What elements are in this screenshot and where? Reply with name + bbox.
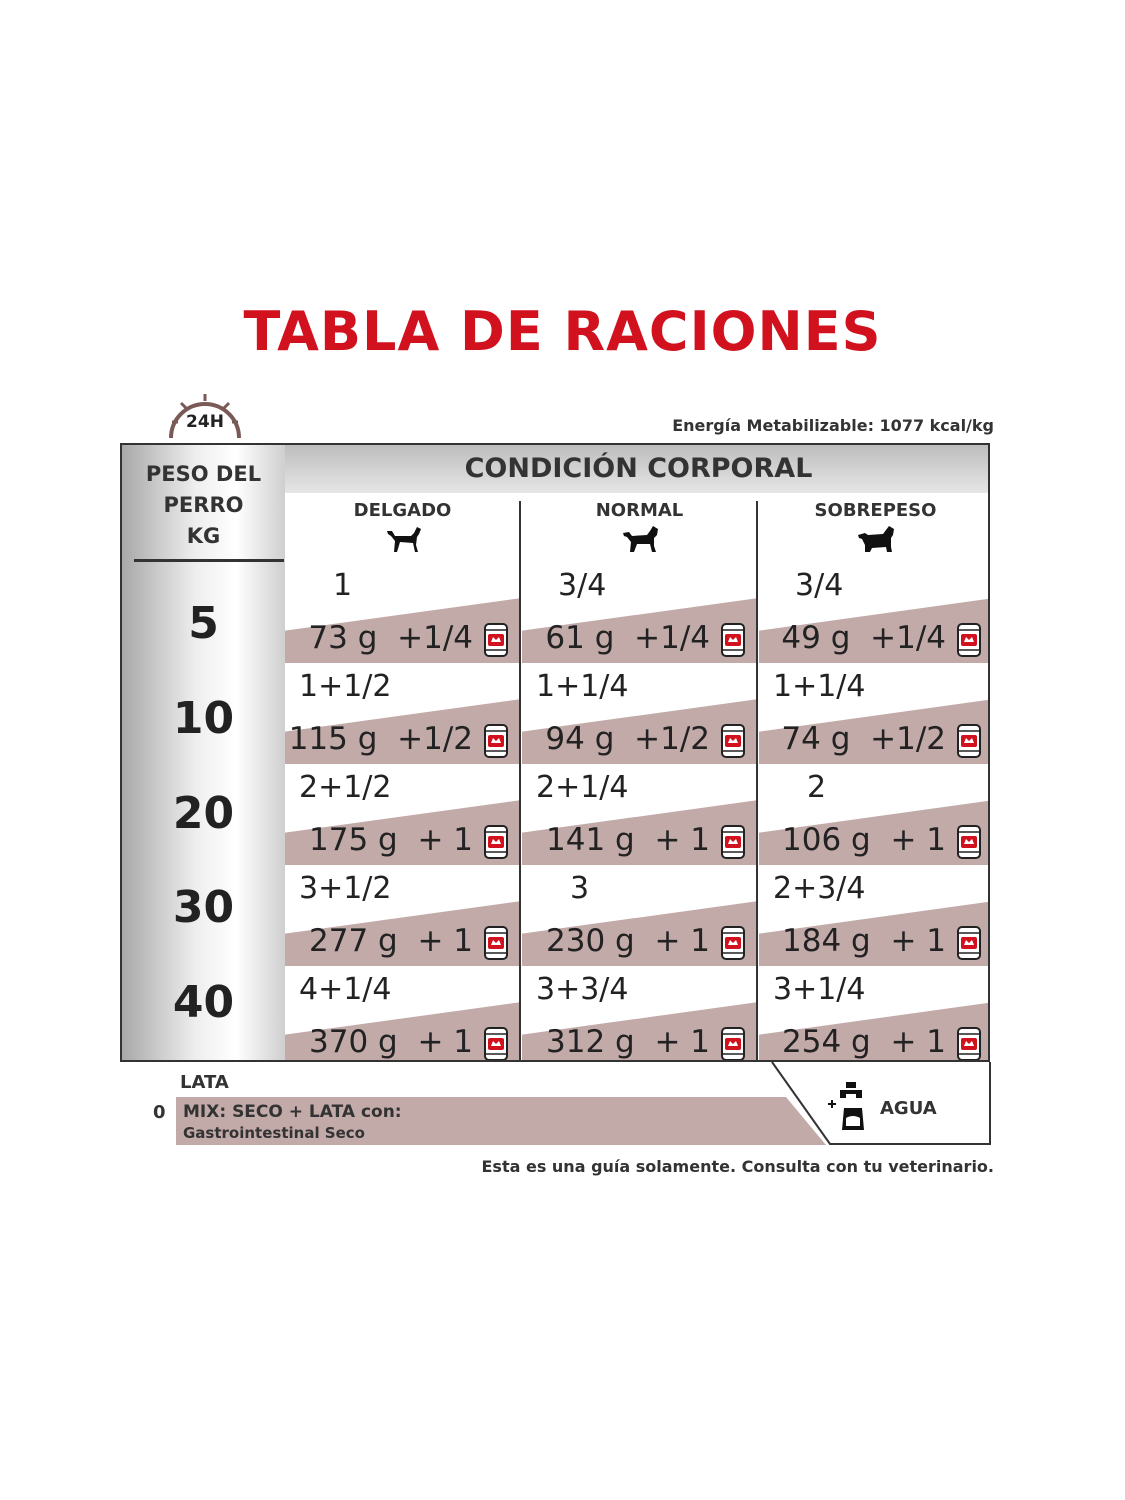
- column-label: DELGADO: [353, 500, 452, 521]
- can-icon: [483, 824, 509, 860]
- grams-amount: 106 g: [782, 822, 871, 858]
- grams-value: [545, 721, 710, 757]
- grams-value: [546, 923, 710, 959]
- grams-value: [309, 1024, 473, 1060]
- can-icon: [956, 622, 982, 658]
- ration-cell: [759, 562, 990, 663]
- can-icon: [483, 925, 509, 961]
- ration-cell: [522, 562, 756, 663]
- can-icon: [956, 1026, 982, 1062]
- ration-cell: [759, 663, 990, 764]
- grams-amount: 230 g: [546, 923, 635, 959]
- can-icon: [956, 925, 982, 961]
- cups-value: 2: [807, 770, 827, 805]
- can-amount: + 1: [890, 1024, 946, 1060]
- condition-title: CONDICIÓN CORPORAL: [464, 453, 813, 484]
- can-amount: + 1: [417, 822, 473, 858]
- cups-value: 2+1/4: [536, 770, 629, 805]
- grams-amount: 49 g: [781, 620, 851, 656]
- can-amount: + 1: [890, 822, 946, 858]
- legend-mix-line1: MIX: SECO + LATA con:: [183, 1102, 402, 1122]
- ration-cell: [759, 764, 990, 865]
- column-header-sobrepeso: [759, 493, 990, 561]
- legend-agua: AGUA: [880, 1098, 937, 1119]
- grams-value: [545, 620, 710, 656]
- cups-value: 3+3/4: [536, 972, 629, 1007]
- footer-note: Esta es una guía solamente. Consulta con tu veterinario.: [481, 1157, 994, 1176]
- column-label: SOBREPESO: [814, 500, 937, 521]
- grams-value: [546, 822, 710, 858]
- ration-cell: [285, 865, 519, 966]
- ration-cell: [522, 966, 756, 1062]
- grams-value: [309, 923, 473, 959]
- cups-value: 1+1/4: [773, 669, 866, 704]
- grams-value: [782, 1024, 946, 1060]
- energy-value: Energía Metabilizable: 1077 kcal/kg: [672, 416, 994, 435]
- weight-header: [122, 459, 285, 552]
- ration-table: [120, 443, 990, 1062]
- legend-zero: 0: [153, 1102, 166, 1123]
- grams-amount: 61 g: [545, 620, 615, 656]
- can-icon: [956, 824, 982, 860]
- grams-value: [781, 721, 946, 757]
- can-amount: +1/4: [397, 620, 473, 656]
- grams-value: [289, 721, 473, 757]
- weight-header-line1: PESO DEL: [145, 462, 262, 486]
- ration-cell: [522, 764, 756, 865]
- grams-amount: 254 g: [782, 1024, 871, 1060]
- cups-value: 3+1/4: [773, 972, 866, 1007]
- can-icon: [483, 1026, 509, 1062]
- can-icon: [483, 622, 509, 658]
- ration-cell: [285, 764, 519, 865]
- overweight-dog-icon: [856, 523, 896, 553]
- cups-value: 3/4: [795, 568, 844, 603]
- column-header-normal: [522, 493, 757, 561]
- cups-value: 1+1/4: [536, 669, 629, 704]
- grams-amount: 115 g: [288, 721, 378, 757]
- cups-value: 4+1/4: [299, 972, 392, 1007]
- column-label: NORMAL: [595, 500, 684, 521]
- grams-value: [546, 1024, 710, 1060]
- cups-value: 1: [333, 568, 353, 603]
- column-header-delgado: [285, 493, 520, 561]
- can-amount: +1/2: [397, 721, 473, 757]
- cups-value: 2+1/2: [299, 770, 392, 805]
- can-icon: [720, 723, 746, 759]
- can-icon: [956, 723, 982, 759]
- can-amount: + 1: [654, 822, 710, 858]
- header-divider: [134, 559, 284, 562]
- can-icon: [720, 622, 746, 658]
- can-amount: + 1: [890, 923, 946, 959]
- column-divider: [519, 501, 521, 1062]
- ration-cell: [759, 865, 990, 966]
- can-amount: + 1: [417, 1024, 473, 1060]
- page-title: TABLA DE RACIONES: [243, 300, 882, 363]
- can-amount: +1/4: [870, 620, 946, 656]
- weight-value: 20: [172, 788, 235, 839]
- ration-cell: [285, 562, 519, 663]
- can-icon: [720, 1026, 746, 1062]
- clock-label: 24H: [186, 412, 224, 432]
- water-icon: [828, 1082, 864, 1130]
- weight-value: 30: [172, 882, 235, 933]
- can-amount: +1/2: [870, 721, 946, 757]
- cups-value: 3+1/2: [299, 871, 392, 906]
- weight-header-line2: PERRO: [163, 493, 244, 517]
- cups-value: 3: [570, 871, 590, 906]
- grams-value: [309, 822, 473, 858]
- can-amount: + 1: [654, 1024, 710, 1060]
- can-icon: [720, 925, 746, 961]
- weight-value: 5: [188, 598, 219, 649]
- can-amount: + 1: [654, 923, 710, 959]
- grams-amount: 184 g: [782, 923, 871, 959]
- grams-value: [782, 923, 946, 959]
- grams-amount: 74 g: [781, 721, 851, 757]
- ration-cell: [522, 865, 756, 966]
- cups-value: 2+3/4: [773, 871, 866, 906]
- can-amount: + 1: [417, 923, 473, 959]
- ration-cell: [285, 663, 519, 764]
- grams-amount: 73 g: [308, 620, 378, 656]
- grams-value: [308, 620, 473, 656]
- can-icon: [720, 824, 746, 860]
- weight-value: 10: [172, 693, 235, 744]
- legend-lata: LATA: [180, 1072, 229, 1093]
- grams-amount: 94 g: [545, 721, 615, 757]
- grams-amount: 370 g: [309, 1024, 398, 1060]
- grams-amount: 277 g: [309, 923, 398, 959]
- ration-cell: [522, 663, 756, 764]
- grams-amount: 312 g: [546, 1024, 635, 1060]
- cups-value: 3/4: [558, 568, 607, 603]
- cups-value: 1+1/2: [299, 669, 392, 704]
- thin-dog-icon: [383, 523, 423, 553]
- ration-cell: [285, 966, 519, 1062]
- grams-value: [782, 822, 946, 858]
- grams-value: [781, 620, 946, 656]
- normal-dog-icon: [620, 523, 660, 553]
- grams-amount: 141 g: [546, 822, 635, 858]
- can-amount: +1/2: [634, 721, 710, 757]
- weight-value: 40: [172, 977, 235, 1028]
- column-divider: [756, 501, 758, 1062]
- legend-mix-line2: Gastrointestinal Seco: [183, 1124, 365, 1142]
- can-icon: [483, 723, 509, 759]
- grams-amount: 175 g: [309, 822, 398, 858]
- weight-header-line3: KG: [186, 524, 221, 548]
- can-amount: +1/4: [634, 620, 710, 656]
- ration-cell: [759, 966, 990, 1062]
